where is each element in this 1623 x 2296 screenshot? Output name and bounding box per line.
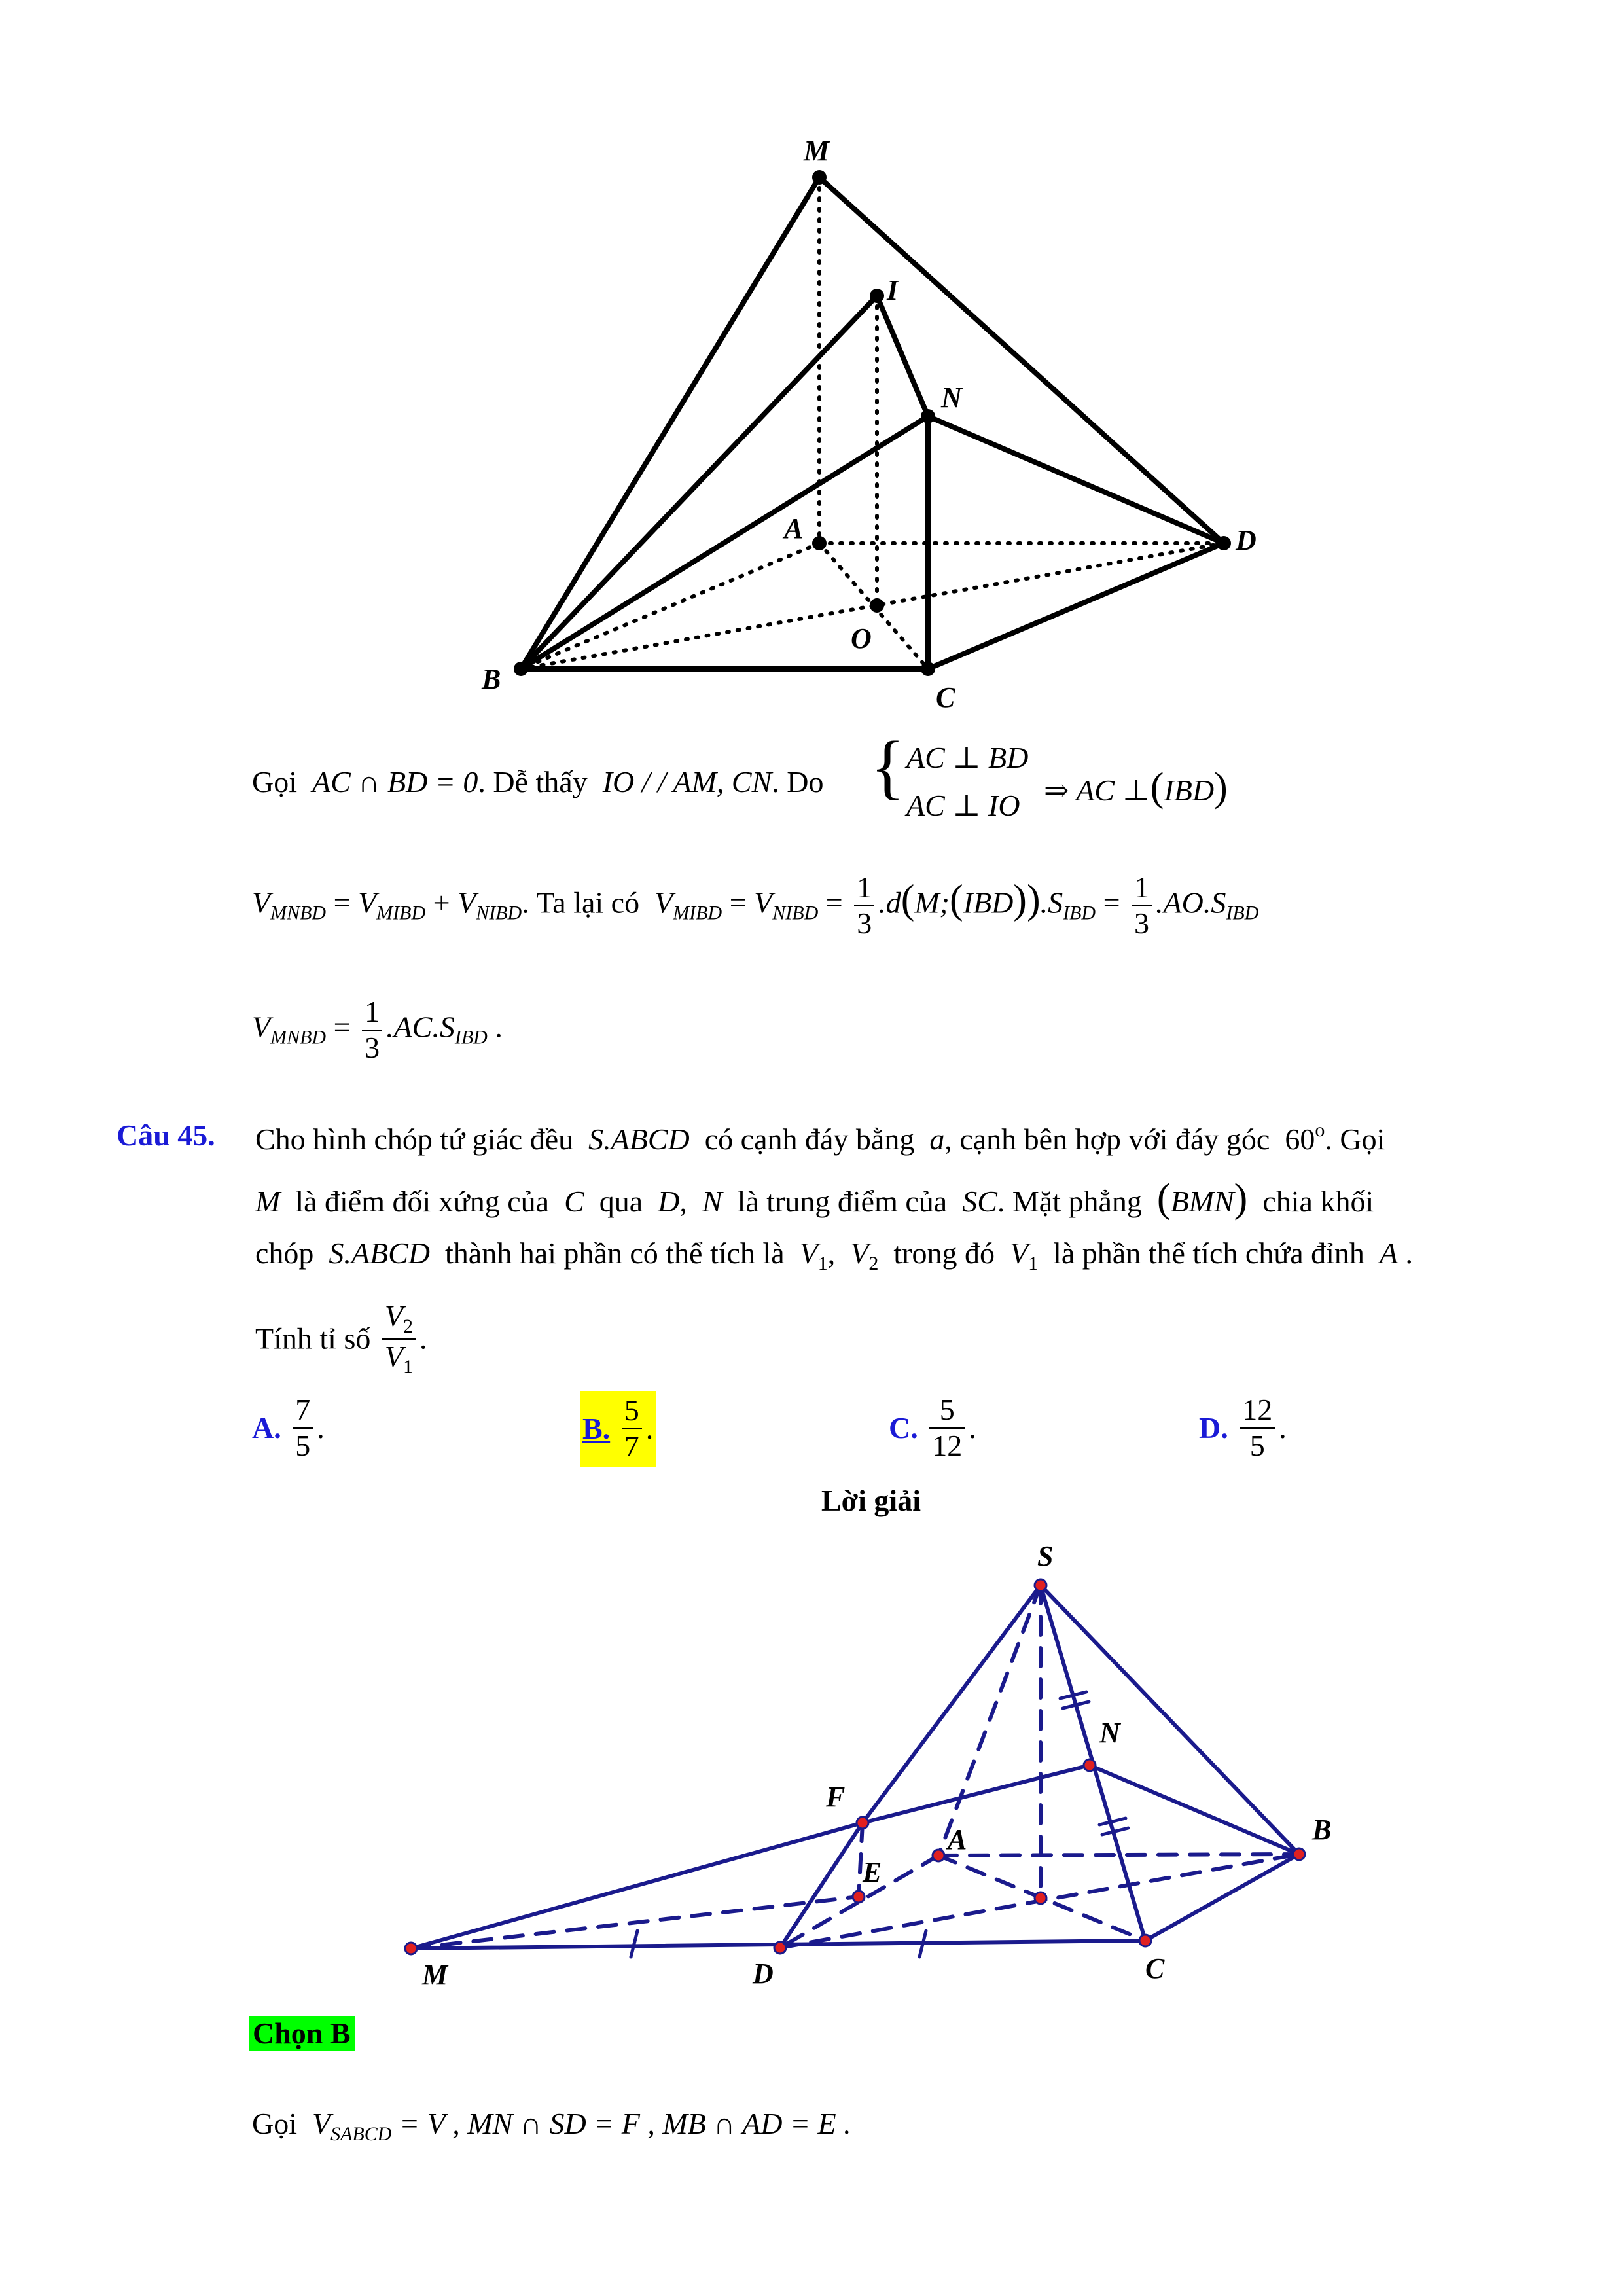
- label-c2: C: [1145, 1952, 1165, 1984]
- label-f: F: [826, 1781, 846, 1813]
- point-b2: [1293, 1848, 1305, 1860]
- label-o: O: [851, 622, 872, 655]
- question-label: Câu 45.: [116, 1119, 215, 1152]
- option-a[interactable]: A. $\frac{7}{5}$ .: [252, 1393, 325, 1462]
- fraction-one-third-3: $\frac{1}{3}$: [362, 995, 382, 1066]
- point-a2: [933, 1850, 944, 1861]
- label-d: D: [1236, 524, 1257, 556]
- question-line-2: M là điểm đối xứng của C qua D, N là trung điểm của SC. Mặt phẳng (BMN) chia khối: [255, 1176, 1374, 1221]
- fraction-v2-v1: $\frac{V_2}{V_1}$: [382, 1299, 416, 1378]
- option-c[interactable]: C. $\frac{5}{12}$ .: [889, 1393, 976, 1462]
- math-ac-bd: AC ∩ BD = 0: [312, 765, 478, 798]
- option-b[interactable]: B. $\frac{5}{7}$ .: [580, 1391, 656, 1467]
- label-i: I: [887, 274, 899, 306]
- option-d[interactable]: D. $\frac{12}{5}$ .: [1199, 1393, 1287, 1462]
- point-s: [1035, 1579, 1046, 1591]
- label-n2: N: [1099, 1717, 1120, 1749]
- text-ta-lai-co: . Ta lại có: [522, 886, 640, 920]
- label-b2: B: [1312, 1814, 1332, 1846]
- label-m: M: [804, 135, 830, 167]
- fraction-one-third: $\frac{1}{3}$: [854, 870, 874, 941]
- loi-giai-heading: Lời giải: [821, 1484, 921, 1517]
- point-e: [853, 1891, 865, 1903]
- point-f: [857, 1817, 868, 1829]
- question-line-4: Tính tỉ số $\frac{V_2}{V_1}$ .: [255, 1299, 427, 1378]
- label-n: N: [941, 382, 962, 414]
- point-c2: [1139, 1935, 1151, 1946]
- system-line-2: AC ⊥ IO: [906, 789, 1020, 822]
- label-a: A: [784, 512, 804, 545]
- proof-last-line: Gọi $V_{SABCD} = V$ , MN ∩ SD = F , MB ∩ AD = E .: [252, 2107, 851, 2145]
- text-do: . Do: [772, 765, 824, 798]
- system-brace: {: [870, 726, 905, 806]
- proof-line-2: $V_{MNBD} = V_{MIBD} + V_{NIBD}$. Ta lại có $V_{MIBD} = V_{NIBD}$ = $\frac{1}{3}$ $.d(M;(IBD)).S_{IBD}$ = $\frac{1}{3}$ $.AO.S_{IBD}$: [252, 870, 1259, 940]
- text-goi: Gọi: [252, 765, 297, 798]
- label-d2: D: [753, 1958, 774, 1990]
- label-s: S: [1037, 1540, 1054, 1572]
- chosen-answer-badge: Chọn B: [249, 2016, 355, 2051]
- text-de-thay: . Dễ thấy: [478, 765, 588, 798]
- point-o2: [1035, 1892, 1046, 1904]
- proof-line-3: $V_{MNBD}$ = $\frac{1}{3}$ $.AC.S_{IBD}$ .: [252, 995, 503, 1064]
- math-ibd: IBD: [1164, 774, 1215, 807]
- label-m2: M: [422, 1959, 448, 1991]
- label-c: C: [936, 681, 955, 713]
- label-a2: A: [948, 1823, 967, 1856]
- fraction-one-third-2: $\frac{1}{3}$: [1132, 870, 1152, 941]
- point-n2: [1084, 1759, 1096, 1771]
- system-line-1: AC ⊥ BD: [906, 741, 1029, 774]
- math-implies: ⇒ AC ⊥(IBD): [1044, 765, 1228, 810]
- question-line-1: Cho hình chóp tứ giác đều S.ABCD có cạnh đáy bằng a, cạnh bên hợp với đáy góc 60$^o$. Gọi: [255, 1119, 1385, 1156]
- point-d2: [774, 1942, 786, 1954]
- point-m2: [405, 1943, 417, 1954]
- question-line-3: chóp S.ABCD thành hai phần có thể tích là $V_1$, $V_2$ trong đó $V_1$ là phần thể tích chứa đỉnh A .: [255, 1236, 1414, 1274]
- label-b: B: [482, 663, 501, 695]
- label-e: E: [863, 1856, 882, 1888]
- math-io-parallel: IO / / AM, CN: [602, 765, 772, 798]
